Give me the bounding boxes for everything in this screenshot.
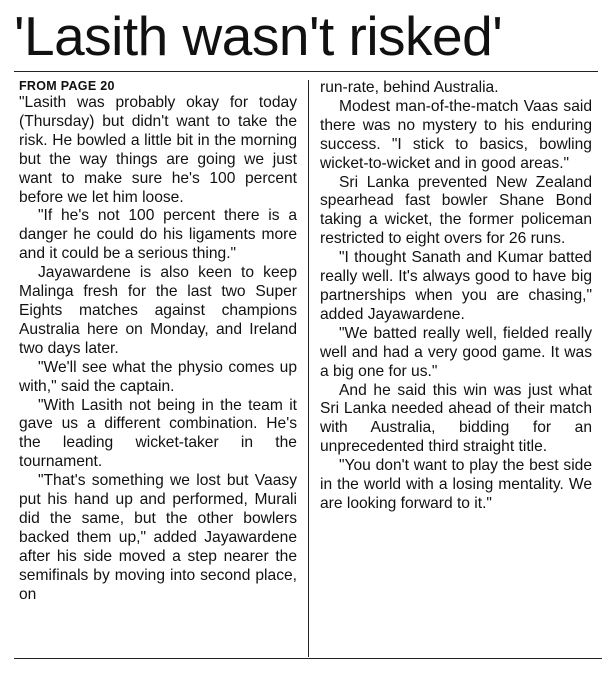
paragraph: "We batted really well, fielded really well and had a very good game. It was a big one for us." <box>320 324 592 380</box>
paragraph: Modest man-of-the-match Vaas said there was no mystery to his enduring success. "I stick to basics, bowling wicket-to-wicket and in good areas." <box>320 97 592 172</box>
left-column <box>19 79 297 604</box>
paragraph: "With Lasith not being in the team it gave us a different combination. He's the leading wicket-taker in the tournament. <box>19 396 297 471</box>
paragraph: And he said this win was just what Sri Lanka needed ahead of their match with Australia, bidding for an unprecedented third straight title. <box>320 381 592 456</box>
paragraph: run-rate, behind Australia. <box>320 79 499 96</box>
paragraph: "That's something we lost but Vaasy put his hand up and performed, Murali did the same, but the other bowlers backed them up," added Jayawardene after his side moved a step nearer the semifinals by moving into second place, on <box>19 472 297 603</box>
paragraph: "We'll see what the physio comes up with," said the captain. <box>19 358 297 395</box>
paragraph: "Lasith was probably okay for today (Thursday) but didn't want to take the risk. He bowled a little bit in the morning but the way things are going we just want to make sure he's 100 percent before we let him loose. <box>19 94 297 206</box>
top-rule <box>14 71 598 72</box>
paragraph: "You don't want to play the best side in the world with a losing mentality. We are looking forward to it." <box>320 457 592 512</box>
column-divider <box>308 80 309 657</box>
paragraph: "I thought Sanath and Kumar batted really well. It's always good to have big partnerships when you are chasing," added Jayawardene. <box>320 249 592 323</box>
paragraph: "If he's not 100 percent there is a danger he could do his ligaments more and it could be a serious thing." <box>19 207 297 263</box>
paragraph: Jayawardene is also keen to keep Malinga fresh for the last two Super Eights matches against champions Australia here on Monday, and Ireland two days later. <box>19 264 297 357</box>
page-reference: FROM PAGE 20 <box>19 79 115 93</box>
paragraph: Sri Lanka prevented New Zealand spearhead fast bowler Shane Bond taking a wicket, the former policeman restricted to eight overs for 26 runs. <box>320 173 592 248</box>
right-column <box>320 79 592 514</box>
bottom-rule <box>14 658 602 659</box>
headline: 'Lasith wasn't risked' <box>14 5 503 67</box>
